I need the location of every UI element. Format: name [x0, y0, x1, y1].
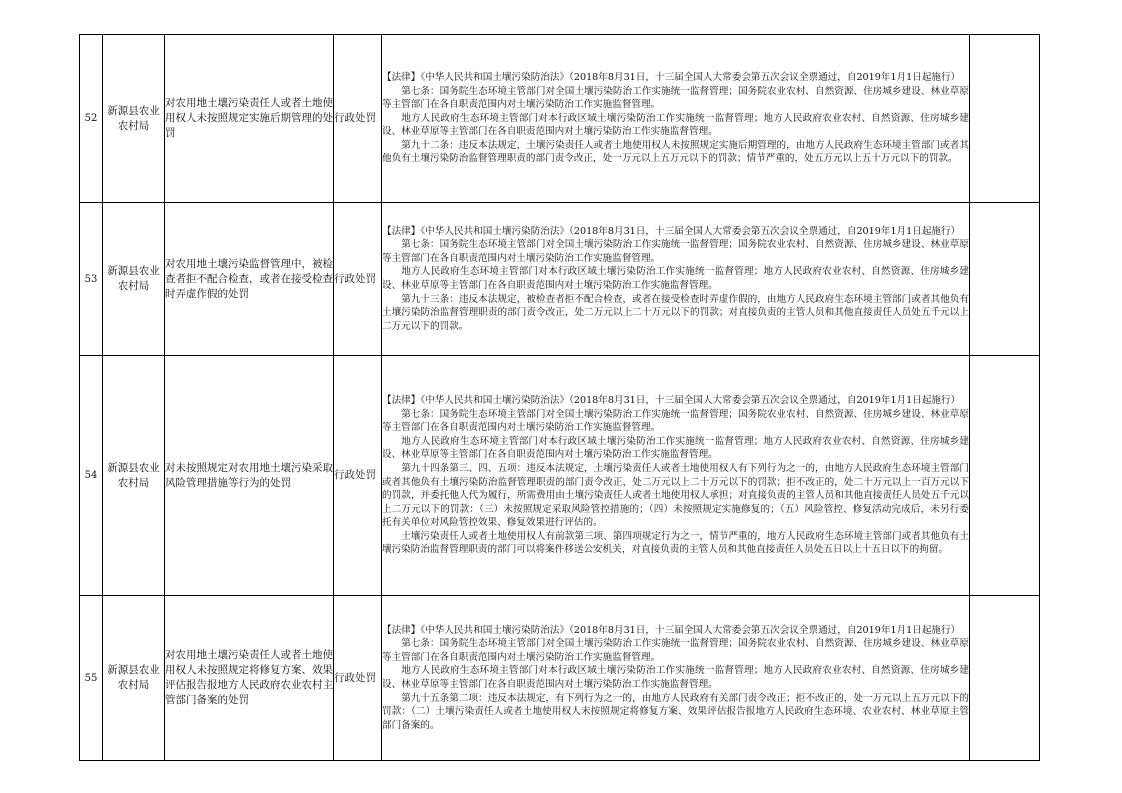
department-cell: 新源县农业农村局 — [103, 35, 165, 203]
item-name-cell: 对未按照规定对农用地土壤污染采取风险管理措施等行为的处罚 — [165, 356, 334, 596]
item-name-cell: 对农用地土壤污染监督管理中，被检查者拒不配合检查，或者在接受检查时弄虚作假的处罚 — [165, 203, 334, 356]
item-type-cell: 行政处罚 — [334, 356, 382, 596]
empty-cell — [970, 356, 1040, 596]
law-clause: 土壤污染责任人或者土地使用权人有前款第三项、第四项规定行为之一，情节严重的，地方人民政府生态环境主管部门或者其他负有土壤污染防治监督管理职责的部门可以将案件移送公安机关，对直接负责的主管人员和其他直接责任人员处五日以上十五日以下的拘留。 — [382, 530, 969, 556]
law-title: 【法律】《中华人民共和国土壤污染防治法》（2018年8月31日，十三届全国人大常委会第五次会议全票通过，自2019年1月1日起施行） — [382, 624, 961, 636]
empty-cell — [970, 35, 1040, 203]
law-title: 【法律】《中华人民共和国土壤污染防治法》（2018年8月31日，十三届全国人大常委会第五次会议全票通过，自2019年1月1日起施行） — [382, 71, 961, 83]
law-clause: 地方人民政府生态环境主管部门对本行政区域土壤污染防治工作实施统一监督管理；地方人民政府农业农村、自然资源、住房城乡建设、林业草原等主管部门在各自职责范围内对土壤污染防治工作实施监督管理。 — [382, 266, 969, 291]
item-type-cell: 行政处罚 — [334, 596, 382, 761]
legal-basis-cell — [382, 203, 970, 356]
row-number: 52 — [80, 35, 103, 203]
law-clause: 第七条：国务院生态环境主管部门对全国土壤污染防治工作实施统一监督管理；国务院农业农村、自然资源、住房城乡建设、林业草原等主管部门在各自职责范围内对土壤污染防治工作实施监督管理。 — [382, 408, 969, 434]
table-row — [80, 35, 1040, 203]
item-name-cell: 对农用地土壤污染责任人或者土地使用权人未按照规定实施后期管理的处罚 — [165, 35, 334, 203]
item-type-cell: 行政处罚 — [334, 203, 382, 356]
department-cell: 新源县农业农村局 — [103, 596, 165, 761]
law-clause: 第七条：国务院生态环境主管部门对全国土壤污染防治工作实施统一监督管理；国务院农业农村、自然资源、住房城乡建设、林业草原等主管部门在各自职责范围内对土壤污染防治工作实施监督管理。 — [382, 85, 969, 111]
item-type-cell: 行政处罚 — [334, 35, 382, 203]
department-cell: 新源县农业农村局 — [103, 203, 165, 356]
row-number: 54 — [80, 356, 103, 596]
law-title: 【法律】《中华人民共和国土壤污染防治法》（2018年8月31日，十三届全国人大常委会第五次会议全票通过，自2019年1月1日起施行） — [382, 394, 961, 406]
table-row — [80, 596, 1040, 761]
law-clause: 第七条：国务院生态环境主管部门对全国土壤污染防治工作实施统一监督管理；国务院农业农村、自然资源、住房城乡建设、林业草原等主管部门在各自职责范围内对土壤污染防治工作实施监督管理。 — [382, 638, 969, 663]
law-clause: 第七条：国务院生态环境主管部门对全国土壤污染防治工作实施统一监督管理；国务院农业农村、自然资源、住房城乡建设、林业草原等主管部门在各自职责范围内对土壤污染防治工作实施监督管理。 — [382, 239, 969, 264]
row-number: 53 — [80, 203, 103, 356]
empty-cell — [970, 203, 1040, 356]
row-number: 55 — [80, 596, 103, 761]
item-name-cell: 对农用地土壤污染责任人或者土地使用权人未按照规定将修复方案、效果评估报告报地方人民政府农业农村主管部门备案的处罚 — [165, 596, 334, 761]
legal-basis-cell — [382, 596, 970, 761]
law-clause: 地方人民政府生态环境主管部门对本行政区域土壤污染防治工作实施统一监督管理；地方人民政府农业农村、自然资源、住房城乡建设、林业草原等主管部门在各自职责范围内对土壤污染防治工作实施监督管理。 — [382, 435, 969, 461]
law-clause: 第九十二条：违反本法规定，土壤污染责任人或者土地使用权人未按照规定实施后期管理的，由地方人民政府生态环境主管部门或者其他负有土壤污染防治监督管理职责的部门责令改正，处一万元以上五万元以下的罚款；情节严重的，处五万元以上五十万元以下的罚款。 — [382, 139, 969, 165]
empty-cell — [970, 596, 1040, 761]
law-clause: 地方人民政府生态环境主管部门对本行政区域土壤污染防治工作实施统一监督管理；地方人民政府农业农村、自然资源、住房城乡建设、林业草原等主管部门在各自职责范围内对土壤污染防治工作实施监督管理。 — [382, 665, 969, 690]
law-clause: 地方人民政府生态环境主管部门对本行政区域土壤污染防治工作实施统一监督管理；地方人民政府农业农村、自然资源、住房城乡建设、林业草原等主管部门在各自职责范围内对土壤污染防治工作实施监督管理。 — [382, 112, 969, 138]
law-clause: 第九十四条第三、四、五项：违反本法规定，土壤污染责任人或者土地使用权人有下列行为之一的，由地方人民政府生态环境主管部门或者其他负有土壤污染防治监督管理职责的部门责令改正，处二万元以上二十万元以下的罚款；拒不改正的，处二十万元以上一百万元以下的罚款，并委托他人代为履行，所需费用由土壤污染责任人或者土地使用权人承担；对直接负责的主管人员和其他直接责任人员处五千元以上二万元以下的罚款：（三）未按照规定采取风险管控措施的；（四）未按照规定实施修复的；（五）风险管控、修复活动完成后，未另行委托有关单位对风险管控效果、修复效果进行评估的。 — [382, 462, 969, 529]
law-clause: 第九十五条第二项：违反本法规定，有下列行为之一的，由地方人民政府有关部门责令改正；拒不改正的，处一万元以上五万元以下的罚款：（二）土壤污染责任人或者土地使用权人未按照规定将修复方案、效果评估报告报地方人民政府生态环境、农业农村、林业草原主管部门备案的。 — [382, 692, 969, 731]
law-title: 【法律】《中华人民共和国土壤污染防治法》（2018年8月31日，十三届全国人大常委会第五次会议全票通过，自2019年1月1日起施行） — [382, 225, 961, 237]
table-row — [80, 203, 1040, 356]
penalty-table — [79, 34, 1040, 761]
legal-basis-cell — [382, 35, 970, 203]
legal-basis-cell — [382, 356, 970, 596]
law-clause: 第九十三条：违反本法规定，被检查者拒不配合检查，或者在接受检查时弄虚作假的，由地方人民政府生态环境主管部门或者其他负有土壤污染防治监督管理职责的部门责令改正，处二万元以上二十万元以下的罚款；对直接负责的主管人员和其他直接责任人员处五千元以上二万元以下的罚款。 — [382, 293, 969, 332]
table-row — [80, 356, 1040, 596]
department-cell: 新源县农业农村局 — [103, 356, 165, 596]
